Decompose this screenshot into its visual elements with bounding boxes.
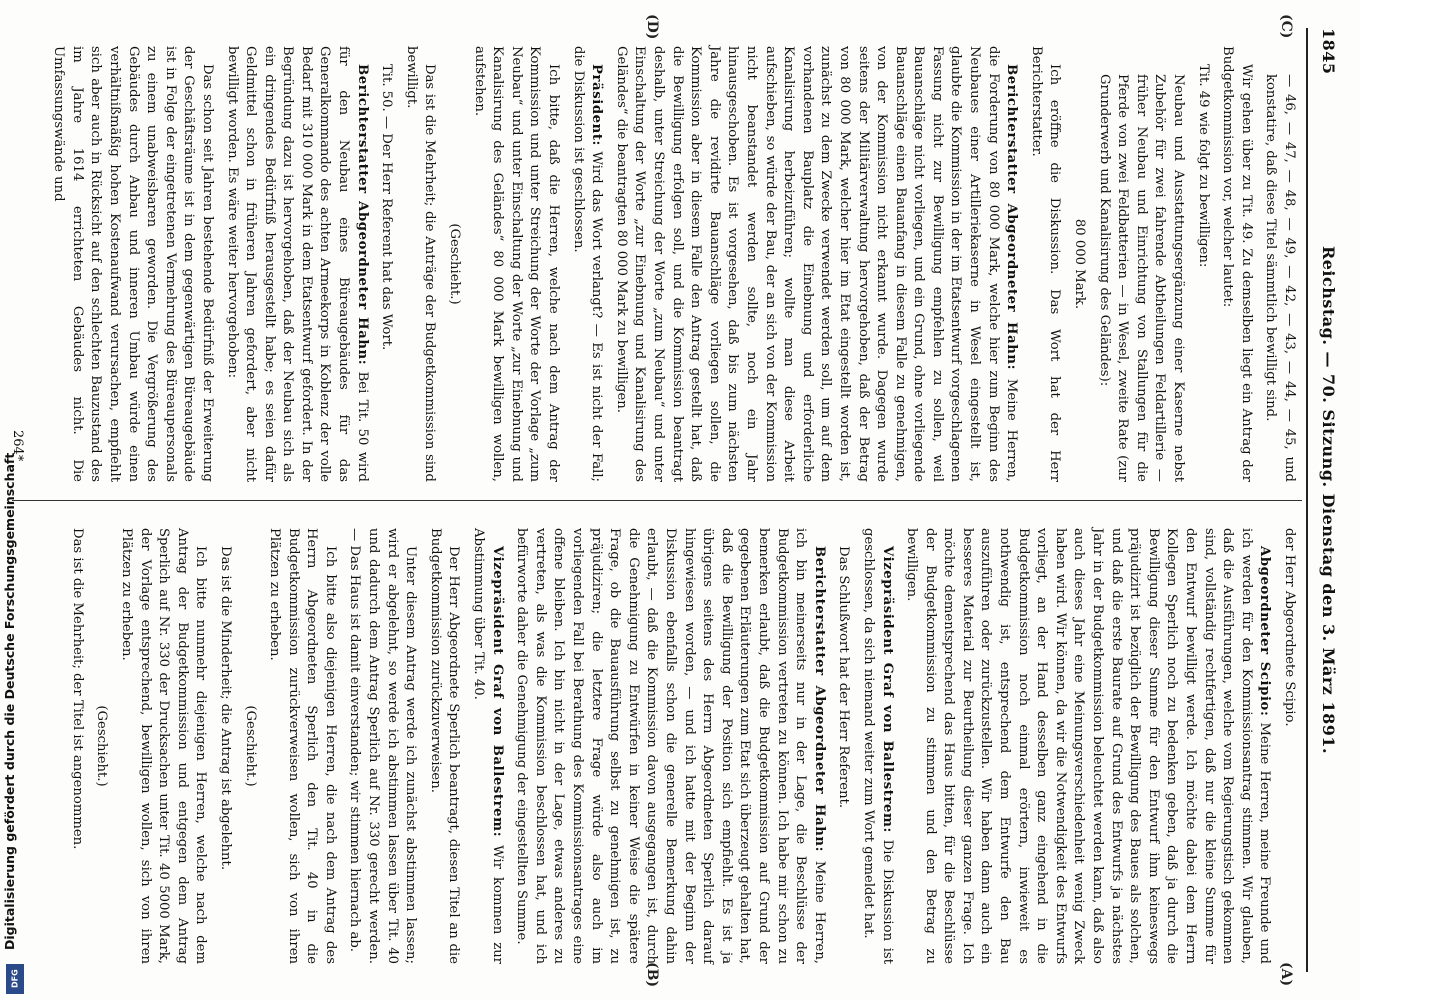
- paragraph-text: (Geschieht.): [94, 705, 110, 787]
- paragraph-text: Das ist die Minderheit; die Antrag ist abgelehnt.: [217, 546, 233, 871]
- paragraph-text: Das ist die Mehrheit; die Anträge der Budgetkommission sind bewilligt.: [403, 46, 438, 482]
- paragraph: [444, 46, 463, 482]
- speaker-name: Berichterstatter Abgeordneter Hahn:: [811, 546, 827, 853]
- paragraph-text: 80 000 Mark.: [1072, 218, 1088, 310]
- paragraph: [858, 528, 895, 964]
- paragraph-text: Tit. 49 wie folgt zu bewilligen:: [1195, 64, 1211, 268]
- paragraph-text: — 46, — 47, — 48, — 49, — 42, — 43, — 44, — 45, und konstatire, daß diese Titel sämmtlich bewilligt sind.: [1263, 74, 1297, 482]
- paragraph: [49, 46, 216, 482]
- paragraph-text: Der Herr Abgeordnete Sperlich beantragt, diesen Titel an die Budgetkommission zurückzuverweisen.: [427, 528, 462, 964]
- paragraph-text: Neubau und Ausstattungsergänzung einer Kaserne nebst Zubehör für zwei fahrende Abtheilungen Feldartillerie — früher Neubau und Einrichtung von Stallungen für die Pferde von zwei Feldbatterien — in Wesel, zweite Rate (zur Grunderwerb und Kanalisirung des Geländes):: [1096, 74, 1187, 482]
- paragraph: [834, 528, 853, 964]
- paragraph: [425, 528, 462, 964]
- paragraph: [92, 528, 111, 964]
- paragraph: [568, 46, 605, 482]
- paragraph: [240, 528, 259, 964]
- paragraph-text: Die Diskussion ist geschlossen, da sich niemand weiter zum Wort gemeldet hat.: [860, 528, 895, 964]
- paragraph-text: Wir gehen über zu Tit. 49. Zu demselben liegt ein Antrag der Budgetkommission vor, welcher lautet:: [1220, 46, 1254, 482]
- page-header: [1312, 28, 1338, 972]
- page-signature: 264*: [10, 430, 25, 462]
- speaker-name: Vizepräsident Graf von Ballestrem:: [489, 546, 505, 838]
- speaker-name: Berichterstatter Abgeordneter Hahn:: [354, 64, 370, 366]
- paragraph-text: Unter diesem Antrag werde ich zunächst abstimmen lassen; wird er abgelehnt, so werde ich abstimmen lassen über Tit. 40 und dadurch dem Antrag Sperlich auf Nr. 330 gerecht werden. — Das Haus ist damit einverstanden; wir stimmen hiernach ab.: [347, 528, 419, 964]
- paragraph-text: Das Schlußwort hat der Herr Referent.: [836, 546, 852, 809]
- paragraph: [1026, 46, 1063, 482]
- text-column-right: [61, 528, 1298, 964]
- paragraph-text: Meine Herren, meine Freunde und ich werden für den Kommissionsantrag stimmen. Wir glauben, daß die Ausführungen, welche vom Regierungstisch gekommen sind, vollständig rechtfertigen, daß nur die kleine Summe für den Entwurf bewilligt werde. Ich möchte dabei dem Herrn Kollegen Sperlich noch zu bedenken geben, daß ja durch die Bewilligung dieser Summe für den Entwurf ihm keineswegs präjudizirt ist bezüglich der Bewilligung des Baues als solchen, und daß die erste Baurate auf Grund des Entwurfs ja nächstes Jahr in der Budgetkommission beleuchtet werden kann, daß also auch dieses Jahr eine Meinungsverschiedenheit wenig Zweck haben wird. Wir können, da wir die Notwendigkeit des Entwurfs vorliegt, an der Hand desselben ganz eingehend in die Budgetkommission noch einmal erörtern, inwieweit es nothwendig ist, entsprechend dem Entwurfe den Bau auszuführen oder zurückzustellen. Wir haben dann auch ein besseres Material zur Beurtheilung dieser ganzen Frage. Ich möchte dementsprechend das Haus bitten, für die Beschlüsse der Budgetkommission zu stimmen und den Betrag zu bewilligen.: [904, 528, 1273, 964]
- paragraph-text: Ich bitte nunmehr diejenigen Herren, welche nach dem Antrag der Budgetkommission und entgegen dem Antrag Sperlich auf Nr. 330 der Drucksachen unter Tit. 40 5000 Mark, der Vorlage entsprechend, bewilligen wollen, sich von ihren Plätzen zu erheben.: [118, 528, 209, 964]
- paragraph: [67, 528, 86, 964]
- paragraph: [512, 528, 828, 964]
- dfg-side-strip: [0, 0, 30, 1000]
- speaker-name: Präsident:: [589, 64, 605, 147]
- running-title: Reichstag. — 70. Sitzung. Dienstag den 3. März 1891.: [1319, 245, 1338, 755]
- dfg-notice: Digitalisierung gefördert durch die Deutsche Forschungsgemeinschaft: [2, 452, 17, 950]
- paragraph-text: der Herr Abgeordnete Scipio.: [1282, 528, 1297, 727]
- paragraph: [469, 46, 562, 482]
- paragraph-text: Tit. 50. — Der Herr Referent hat das Wort.: [379, 64, 395, 351]
- paragraph-text: Bei Tit. 50 wird für den Neubau eines Büreaugebäudes für das Generalkommando des achten Armeekorps in Koblenz der volle Bedarf mit 310 000 Mark in dem Etatsentwurf gefordert. In der Begründung dazu ist hervorgehoben, daß der Neubau sich als ein dringendes Bedürfniß herausgestellt habe; es seien dafür Geldmittel schon in früheren Jahren gefordert, aber nicht bewilligt worden. Es wäre weiter hervorgehoben:: [224, 46, 370, 482]
- paragraph: [265, 528, 339, 964]
- paragraph: [611, 46, 1020, 482]
- paragraph-text: (Geschieht.): [242, 705, 258, 787]
- speaker-name: Vizepräsident Graf von Ballestrem:: [879, 546, 895, 834]
- margin-marker-c: (C): [1278, 14, 1294, 39]
- margin-marker-d: (D): [644, 14, 660, 40]
- paragraph: [222, 46, 371, 482]
- speaker-name: Abgeordneter Scipio:: [1257, 546, 1273, 717]
- paragraph: [116, 528, 209, 964]
- paragraph: [902, 528, 1274, 964]
- paragraph-text: Das schon seit Jahren bestehende Bedürfniß der Erweiterung der Geschäftsräume ist in dem gegenwärtigen Büreaugebäude ist in Folge der eingetretenen Vermehrung des Büreaupersonals zu einem unabweisbaren geworden. Die Vergrößerung des Gebäudes durch Anbau und inneren Umbau würde einen verhältnißmäßig hohen Kostenaufwand verursachen, empfiehlt sich aber auch in Rücksicht auf den schlechten Bauzustand des im Jahre 1614 errichteten Gebäudes nicht. Die Umfassungswände und: [51, 46, 215, 482]
- paragraph: [215, 528, 234, 964]
- paragraph-text: Ich bitte, daß die Herren, welche nach dem Antrag der Kommission und unter Streichung der Worte der Vorlage „zum Neubau“ und unter Einschaltung der Worte „zur Einebnung und Kanalisirung des Geländes“ 80 000 Mark bewilligen wollen, aufstehen.: [471, 46, 562, 482]
- paragraph: [1279, 528, 1298, 964]
- paragraph-text: Wird das Wort verlangt? — Es ist nicht der Fall; die Diskussion ist geschlossen.: [570, 46, 605, 482]
- paragraph: [1218, 46, 1255, 482]
- paragraph-text: Wir kommen zur Abstimmung über Tit. 40.: [471, 528, 505, 964]
- speaker-name: Berichterstatter Abgeordneter Hahn:: [1004, 64, 1020, 371]
- paragraph: [468, 528, 505, 964]
- paragraph-text: Ich bitte also diejenigen Herren, die nach dem Antrag des Herrn Abgeordneten Sperlich den Tit. 40 in die Budgetkommission zurückverweisen wollen, sich von ihren Plätzen zu erheben.: [267, 528, 338, 964]
- paragraph: [1069, 46, 1088, 482]
- paragraph-text: (Geschieht.): [447, 223, 463, 305]
- paragraph: [1261, 46, 1298, 482]
- header-rule: [1306, 28, 1308, 972]
- text-column-left: [43, 46, 1298, 482]
- paragraph: [345, 528, 419, 964]
- paragraph-text: Meine Herren, ich bin meinerseits nur in der Lage, die Beschlüsse der Budgetkommission vertreten zu können. Ich habe mir schon zu bemerken erlaubt, daß die Budgetkommission auf Grund der gegebenen Erläuterungen zum Etat sich überzeugt gehalten hat, daß die Bewilligung der Position sich empfiehlt. Es ist ja übrigens seitens des Herrn Abgeordneten Sperlich darauf hingewiesen worden, — und ich hatte mit der Beginn der Diskussion ebenfalls schon die generelle Bemerkung dahin erlaubt, — daß die Kommission davon ausgegangen ist, durch die Genehmigung zu Entwürfen in keiner Weise die spätere Frage, ob die Bauausführung selbst zu genehmigen ist, zu präjudiziren; die letztere Frage würde also auch im vorliegenden Fall bei Berathung des Kommissionsantrages eine offene bleiben. Ich bin nicht in der Lage, etwas anderes zu vertreten, als was die Kommission beschlossen hat, und ich befürworte daher die Genehmigung der eingestellten Summe.: [514, 528, 827, 964]
- dfg-logo: DFG: [6, 964, 24, 994]
- paragraph-text: Das ist die Mehrheit; der Titel ist angenommen.: [69, 528, 85, 850]
- column-divider: [12, 500, 1302, 501]
- margin-marker-b: (B): [644, 962, 660, 988]
- margin-marker-a: (A): [1278, 962, 1294, 987]
- paragraph: [377, 46, 396, 482]
- paragraph: [401, 46, 438, 482]
- paragraph-text: Meine Herren, die Forderung von 80 000 Mark, welche hier zum Beginn des Neubaues einer Artilleriekaserne in Wesel eingestellt ist, glaubte die Kommission in der im Etatsentwurf vorgeschlagenen Fassung nicht zur Bewilligung empfehlen zu sollen, weil Bauanschläge nicht vorliegen, und ein Grund, ohne vorliegende Bauanschläge einen Bauanfang in diesem Falle zu genehmigen, von der Kommission nicht erkannt wurde. Dagegen wurde seitens der Militärverwaltung hervorgehoben, daß der Betrag von 80 000 Mark, welcher hier im Etat eingestellt worden ist, zunächst zu dem Zwecke verwendet werden soll, um auf dem vorhandenen Bauplatz die Einebnung und erforderliche Kanalisirung herbeizuführen; wollte man diese Arbeit aufschieben, so würde der Bau, der an sich von der Kommission nicht beanstandet werden sollte, noch ein Jahr hinausgeschoben. Es ist vorgesehen, daß bis zum nächsten Jahre die revidirte Bauanschläge vorliegen sollen, die Kommission aber in diesem Falle den Antrag gestellt hat, daß die Bewilligung erfolgen soll, und die Kommission beantragt deshalb, unter Streichung der Worte „zum Neubau“ und unter Einschaltung der Worte „zur Einebnung und Kanalisirung des Geländes“ die beantragten 80 000 Mark zu bewilligen.: [613, 46, 1020, 482]
- paragraph: [1193, 46, 1212, 482]
- paragraph-text: Ich eröffne die Diskussion. Das Wort hat der Herr Berichterstatter.: [1028, 46, 1063, 482]
- paragraph: [1094, 46, 1187, 482]
- page-number: 1845: [1319, 28, 1338, 75]
